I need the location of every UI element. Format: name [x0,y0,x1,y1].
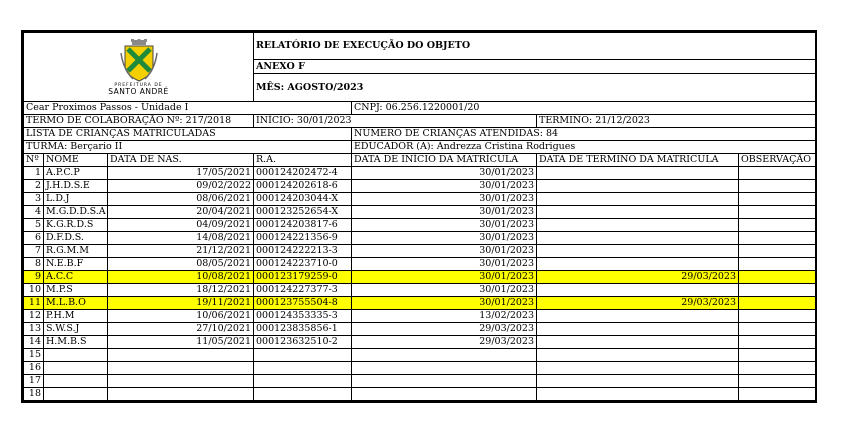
enrollment-start: 29/03/2023 [352,336,537,349]
birth-date: 20/04/2021 [108,206,254,219]
observation [739,232,816,245]
ra-number: 000124221356-9 [254,232,352,245]
column-header-row [24,154,816,167]
observation [739,284,816,297]
enrollment-end [537,193,739,206]
row-number: 14 [24,336,44,349]
enrollment-end [537,245,739,258]
observation [739,336,816,349]
ra-number: 000124203044-X [254,193,352,206]
row-number: 4 [24,206,44,219]
row-number: 18 [24,388,44,401]
table-row [24,323,816,336]
observation [739,297,816,310]
enrollment-start: 13/02/2023 [352,310,537,323]
col-header-start: DATA DE INÍCIO DA MATRÍCULA [352,154,537,167]
col-header-ra: R.A. [254,154,352,167]
child-name: L.D.J [44,193,108,206]
enrollment-end [537,232,739,245]
enrollment-end [537,219,739,232]
logo-line1: PREFEITURA DE [114,82,163,88]
enrollment-start [352,349,537,362]
child-name: M.G.D.D.S.A [44,206,108,219]
report-table [23,32,816,401]
enrollment-start: 30/01/2023 [352,245,537,258]
observation [739,323,816,336]
ra-number [254,362,352,375]
col-header-end: DATA DE TERMINO DA MATRICULA [537,154,739,167]
table-row [24,388,816,401]
child-name: A.P.C.P [44,167,108,180]
birth-date: 10/08/2021 [108,271,254,284]
class-name: TURMA: Berçario II [24,141,352,154]
observation [739,310,816,323]
observation [739,206,816,219]
child-name: J.H.D.S.E [44,180,108,193]
ra-number: 000124353335-3 [254,310,352,323]
table-row [24,349,816,362]
enrollment-start: 30/01/2023 [352,258,537,271]
enrollment-start: 30/01/2023 [352,271,537,284]
enrollment-end: 29/03/2023 [537,271,739,284]
birth-date: 21/12/2021 [108,245,254,258]
child-name [44,375,108,388]
enrollment-end: 29/03/2023 [537,297,739,310]
enrollment-end [537,180,739,193]
row-number: 12 [24,310,44,323]
birth-date [108,362,254,375]
enrollment-end [537,375,739,388]
enrollment-end [537,349,739,362]
birth-date: 08/06/2021 [108,193,254,206]
enrollment-end [537,310,739,323]
enrollment-end [537,284,739,297]
enrollment-start: 30/01/2023 [352,219,537,232]
enrollment-start: 30/01/2023 [352,284,537,297]
table-row [24,193,816,206]
birth-date: 10/06/2021 [108,310,254,323]
logo-area [24,33,254,102]
enrollment-start: 30/01/2023 [352,167,537,180]
child-name [44,388,108,401]
col-header-birth: DATA DE NAS. [108,154,254,167]
col-header-name: NOME [44,154,108,167]
ra-number: 000124223710-0 [254,258,352,271]
enrollment-start [352,362,537,375]
birth-date: 09/02/2022 [108,180,254,193]
birth-date: 18/12/2021 [108,284,254,297]
row-number: 10 [24,284,44,297]
observation [739,167,816,180]
table-row [24,206,816,219]
observation [739,388,816,401]
child-name: M.P.S [44,284,108,297]
end-date: TERMINO: 21/12/2023 [537,115,816,128]
ra-number [254,375,352,388]
child-name: A.C.C [44,271,108,284]
table-row [24,336,816,349]
educator-name: EDUCADOR (A): Andrezza Cristina Rodrigues [352,141,816,154]
row-number: 13 [24,323,44,336]
table-row [24,245,816,258]
observation [739,375,816,388]
observation [739,271,816,284]
table-row [24,258,816,271]
birth-date: 11/05/2021 [108,336,254,349]
enrollment-end [537,167,739,180]
row-number: 1 [24,167,44,180]
birth-date: 27/10/2021 [108,323,254,336]
ra-number: 000124203817-6 [254,219,352,232]
row-number: 9 [24,271,44,284]
enrollment-start: 30/01/2023 [352,180,537,193]
ra-number: 000124227377-3 [254,284,352,297]
logo-line2: SANTO ANDRÉ [108,86,169,96]
birth-date [108,375,254,388]
unit-name: Cear Proximos Passos - Unidade I [24,102,352,115]
row-number: 8 [24,258,44,271]
child-name: M.L.B.O [44,297,108,310]
ra-number: 000123755504-8 [254,297,352,310]
enrollment-end [537,323,739,336]
enrollment-start [352,375,537,388]
children-list-title: LISTA DE CRIANÇAS MATRICULADAS [24,128,352,141]
ra-number: 000123835856-1 [254,323,352,336]
annex-label: ANEXO F [254,60,816,74]
children-count: NÚMERO DE CRIANÇAS ATENDIDAS: 84 [352,128,816,141]
observation [739,180,816,193]
table-row [24,310,816,323]
birth-date: 04/09/2021 [108,219,254,232]
cnpj: CNPJ: 06.256.1220001/20 [352,102,816,115]
table-row [24,297,816,310]
row-number: 17 [24,375,44,388]
row-number: 3 [24,193,44,206]
ra-number: 000124202472-4 [254,167,352,180]
child-name: N.E.B.F [44,258,108,271]
report-sheet [21,30,817,403]
row-number: 11 [24,297,44,310]
enrollment-end [537,206,739,219]
enrollment-end [537,258,739,271]
observation [739,362,816,375]
ra-number: 000124222213-3 [254,245,352,258]
row-number: 6 [24,232,44,245]
table-row [24,232,816,245]
enrollment-start [352,388,537,401]
santo-andre-coat-of-arms-icon [119,39,159,83]
table-row [24,219,816,232]
birth-date [108,388,254,401]
table-row [24,375,816,388]
ra-number: 000123179259-0 [254,271,352,284]
observation [739,258,816,271]
child-name: D.F.D.S. [44,232,108,245]
col-header-number: Nº [24,154,44,167]
row-number: 16 [24,362,44,375]
child-name [44,362,108,375]
table-row [24,362,816,375]
observation [739,219,816,232]
birth-date: 14/08/2021 [108,232,254,245]
enrollment-end [537,388,739,401]
birth-date [108,349,254,362]
row-number: 5 [24,219,44,232]
ra-number: 000124202618-6 [254,180,352,193]
table-row [24,180,816,193]
col-header-observation: OBSERVAÇÃO [739,154,816,167]
enrollment-end [537,362,739,375]
birth-date: 17/05/2021 [108,167,254,180]
month-label: MÊS: AGOSTO/2023 [254,74,816,102]
ra-number: 000123632510-2 [254,336,352,349]
child-name [44,349,108,362]
birth-date: 19/11/2021 [108,297,254,310]
ra-number [254,388,352,401]
enrollment-start: 30/01/2023 [352,297,537,310]
child-name: H.M.B.S [44,336,108,349]
table-row [24,167,816,180]
row-number: 7 [24,245,44,258]
enrollment-end [537,336,739,349]
enrollment-start: 30/01/2023 [352,206,537,219]
ra-number [254,349,352,362]
table-row [24,284,816,297]
table-row [24,271,816,284]
child-name: R.G.M.M [44,245,108,258]
enrollment-start: 30/01/2023 [352,193,537,206]
row-number: 2 [24,180,44,193]
row-number: 15 [24,349,44,362]
enrollment-start: 29/03/2023 [352,323,537,336]
child-name: P.H.M [44,310,108,323]
observation [739,193,816,206]
start-date: INÍCIO: 30/01/2023 [254,115,537,128]
child-name: K.G.R.D.S [44,219,108,232]
enrollment-start: 30/01/2023 [352,232,537,245]
observation [739,245,816,258]
collaboration-term: TERMO DE COLABORAÇÃO Nº: 217/2018 [24,115,254,128]
ra-number: 000123252654-X [254,206,352,219]
birth-date: 08/05/2021 [108,258,254,271]
observation [739,349,816,362]
report-title: RELATÓRIO DE EXECUÇÃO DO OBJETO [254,33,816,60]
child-name: S.W.S.J [44,323,108,336]
